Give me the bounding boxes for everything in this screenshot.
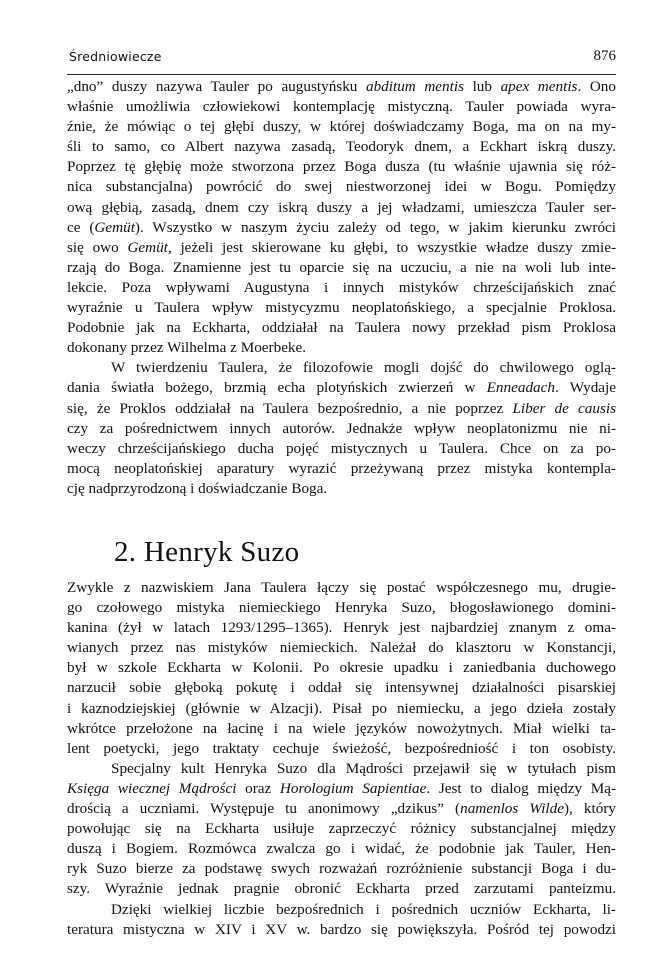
- section-title: Średniowiecze: [69, 49, 162, 64]
- italic-title: abditum mentis: [365, 78, 464, 95]
- text-line: Księga wiecznej Mądrości oraz Horologium Sapientiae. Jest to dialog między Mą-: [67, 779, 617, 797]
- text-line: Poprzez tę głębię może stworzona przez Boga dusza (tu właśnie ujawnia się róż-: [67, 158, 616, 176]
- text-line: powołując się na Eckharta usiłuje zaprzeczyć różnicy substancjalnej między: [67, 820, 616, 838]
- text-line: weczy chrześcijańskiego ducha pojęć mistycznych u Taulera. Chce on za po-: [67, 439, 616, 457]
- italic-title: Horologium Sapientiae: [279, 779, 427, 797]
- italic-title: namenlos Wilde: [460, 800, 564, 818]
- italic-title: Gemüt: [94, 218, 135, 236]
- page-number: 876: [593, 48, 616, 64]
- chapter-heading: 2. Henryk Suzo: [114, 536, 300, 568]
- text-line: dokonany przez Wilhelma z Moerbeke.: [67, 339, 307, 357]
- text-line: lent poetycki, jego traktaty cechuje świeżość, bezpośredniość i ton osobisty.: [67, 739, 616, 757]
- text-block-top: [67, 77, 616, 499]
- text-line: Zwykle z nazwiskiem Jana Taulera łączy się postać współczesnego mu, drugie-: [67, 579, 616, 596]
- text-line: ce (Gemüt). Wszystko w naszym życiu zależy od tego, w jakim kierunku zwróci: [67, 218, 617, 236]
- text-line: duszą i Bogiem. Rozmówca zwalcza go i widać, że podobnie jak Tauler, Hen-: [67, 840, 616, 858]
- text-line: był w szkole Eckharta w Kolonii. Po okresie upadku i zaniedbania duchowego: [67, 659, 616, 677]
- text-line: ową głębią, zasadą, dnem czy iskrą duszy a jej władzami, umieszcza Tauler ser-: [67, 198, 616, 216]
- text-line: dania światła bożego, brzmią echa plotyńskich zwierzeń w Enneadach. Wydaje: [67, 379, 616, 397]
- text-line: i kaznodziejskiej (głównie w Alzacji). Pisał po niemiecku, a jego dzieła zostały: [67, 699, 616, 717]
- text-line: się, że Proklos oddziałał na Taulera bezpośrednio, a nie poprzez Liber de causis: [67, 399, 616, 417]
- text-line: lekcie. Poza wpływami Augustyna i innych mistyków chrześcijańskich znać: [67, 278, 616, 296]
- text-line: cję nadprzyrodzoną i doświadczanie Boga.: [67, 479, 328, 497]
- text-line: czy za pośrednictwem innych autorów. Jednakże wpływ neoplatonizmu nie ni-: [67, 419, 616, 437]
- text-line: rzają do Boga. Znamienne jest tu oparcie się na uczuciu, a nie na woli lub inte-: [67, 258, 616, 276]
- text-line: „dno” duszy nazywa Tauler po augustyńsku abditum mentis lub apex mentis. Ono: [67, 78, 616, 95]
- text-line: źnie, że mówiąc o tej głębi duszy, w której doświadczamy Boga, ma on na my-: [67, 118, 616, 136]
- text-line: teratura mistyczna w XIV i XV w. bardzo się powiększyła. Pośród tej powodzi: [67, 920, 616, 938]
- text-line: kanina (żył w latach 1293/1295–1365). Henryk jest najbardziej znanym z oma-: [67, 619, 616, 637]
- text-line: Podobnie jak na Eckharta, oddziałał na Taulera nowy przekład pism Proklosa: [67, 319, 616, 337]
- italic-title: Księga wiecznej Mądrości: [67, 779, 237, 797]
- text-line: ryk Suzo bierze za podstawę swych rozważań rozróżnienie substancji Boga i du-: [67, 860, 616, 878]
- text-line: właśnie umożliwia człowiekowi kontemplację mistyczną. Tauler powiada wyra-: [67, 98, 616, 116]
- text-line: Specjalny kult Henryka Suzo dla Mądrości przejawił się w tytułach pism: [111, 759, 616, 777]
- text-line: mocą neoplatońskiej aparatury wyrazić przeżywaną przez mistyka kontempla-: [67, 459, 616, 477]
- text-block-bottom: [67, 578, 616, 940]
- text-line: Dzięki wielkiej liczbie bezpośrednich i pośrednich uczniów Eckharta, li-: [111, 900, 616, 918]
- text-line: nica substancjalna) powrócić do swej niestworzonej idei w Bogu. Pomiędzy: [67, 178, 616, 196]
- text-line: W twierdzeniu Taulera, że filozofowie mogli dojść do chwilowego oglą-: [111, 359, 616, 377]
- text-line: szy. Wyraźnie jednak pragnie obronić Eckharta przed zarzutami panteizmu.: [67, 880, 616, 898]
- italic-title: Enneadach: [486, 379, 555, 397]
- running-header: [67, 44, 616, 75]
- text-line: drością a uczniami. Występuje tu anonimowy „dzikus” (namenlos Wilde), który: [67, 800, 616, 818]
- text-line: narzucił sobie głęboką pokutę i oddał się intensywnej działalności pisarskiej: [67, 679, 616, 697]
- text-line: wyraźnie u Taulera wpływ mistycyzmu neoplatońskiego, a specjalnie Proklosa.: [67, 299, 616, 317]
- text-line: wianych przez nas mistyków niemieckich. Należał do klasztoru w Konstancji,: [67, 639, 616, 657]
- text-line: wkrótce przełożone na łacinę i na wiele języków nowożytnych. Miał wielki ta-: [67, 719, 616, 737]
- text-line: go czołowego mistyka niemieckiego Henryka Suzo, błogosławionego domini-: [67, 599, 616, 617]
- text-line: się owo Gemüt, jeżeli jest skierowane ku głębi, to wszystkie władze duszy zmie-: [67, 238, 617, 256]
- italic-title: Gemüt: [127, 238, 168, 256]
- italic-title: Liber de causis: [512, 399, 616, 417]
- italic-title: apex mentis: [500, 78, 578, 95]
- text-line: śli to samo, co Albert nazywa zasadą, Teodoryk dnem, a Eckhart iskrą duszy.: [67, 138, 616, 156]
